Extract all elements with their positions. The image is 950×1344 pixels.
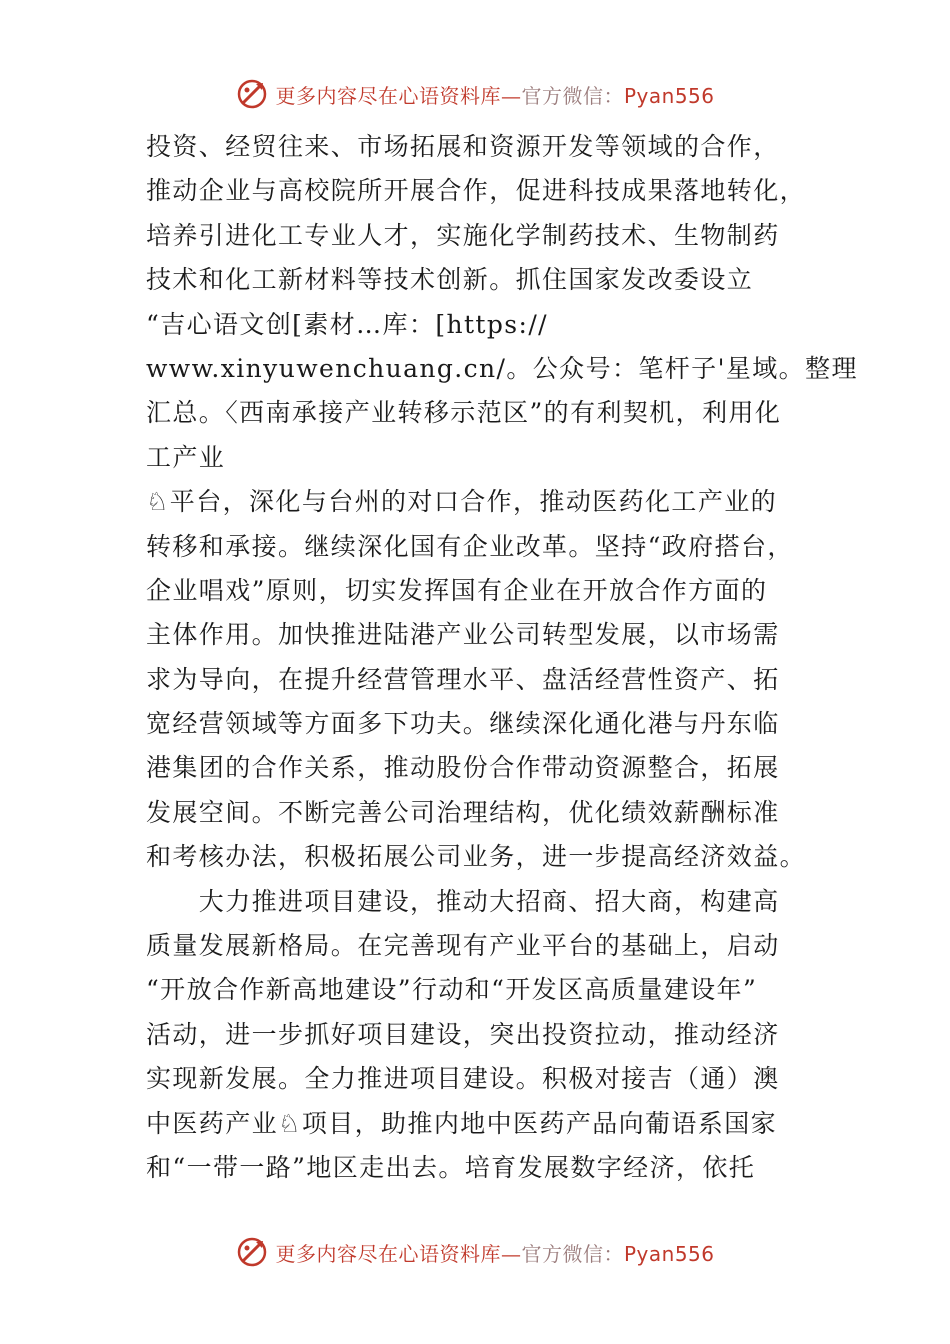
text-line: 宽经营领域等方面多下功夫。继续深化通化港与丹东临 [146, 709, 780, 739]
text-line: 工产业 [146, 442, 226, 472]
text-line: 实现新发展。全力推进项目建设。积极对接吉（通）澳 [146, 1064, 780, 1094]
text-line: 发展空间。不断完善公司治理结构，优化绩效薪酬标准 [146, 797, 780, 827]
text-line: 汇总。〈西南承接产业转移示范区”的有利契机，利用化 [146, 398, 782, 428]
text-line: 质量发展新格局。在完善现有产业平台的基础上，启动 [146, 931, 780, 961]
text-line: “开放合作新高地建设”行动和“开发区高质量建设年” [146, 975, 758, 1005]
banner-text: 更多内容尽在心语资料库—官方微信：Pyan556 [275, 83, 715, 108]
text-line: 推动企业与高校院所开展合作，促进科技成果落地转化， [146, 176, 807, 206]
text-line: 投资、经贸往来、市场拓展和资源开发等领域的合作， [146, 132, 780, 161]
text-line: 企业唱戏”原则，切实发挥国有企业在开放合作方面的 [146, 575, 768, 605]
banner-text: 更多内容尽在心语资料库—官方微信：Pyan556 [275, 1241, 715, 1266]
logo-icon [235, 1235, 269, 1269]
text-line: 和考核办法，积极拓展公司业务，进一步提高经济效益。 [146, 842, 807, 872]
text-line: 港集团的合作关系，推动股份合作带动资源整合，拓展 [146, 753, 780, 783]
text-line: ♘平台，深化与台州的对口合作，推动医药化工产业的 [146, 487, 778, 517]
text-line: 培养引进化工专业人才，实施化学制药技术、生物制药 [146, 220, 780, 250]
text-line: 技术和化工新材料等技术创新。抓住国家发改委设立 [146, 265, 754, 295]
document-body [146, 125, 858, 1190]
text-line: 主体作用。加快推进陆港产业公司转型发展，以市场需 [146, 620, 780, 650]
text-line: 求为导向，在提升经营管理水平、盘活经营性资产、拓 [146, 664, 780, 694]
text-line: 活动，进一步抓好项目建设，突出投资拉动，推动经济 [146, 1019, 780, 1049]
footer-banner [0, 1232, 950, 1272]
text-line: 中医药产业♘项目，助推内地中医药产品向葡语系国家 [146, 1108, 778, 1138]
header-banner [0, 74, 950, 114]
text-line: 转移和承接。继续深化国有企业改革。坚持“政府搭台， [146, 531, 794, 561]
text-line: www.xinyuwenchuang.cn/。公众号：笔杆子'星域。整理 [146, 353, 858, 383]
text-line: 大力推进项目建设，推动大招商、招大商，构建高 [146, 886, 780, 916]
text-line: “吉心语文创[素材…库：[https:// [146, 309, 548, 339]
text-line: 和“一带一路”地区走出去。培育发展数字经济，依托 [146, 1152, 756, 1182]
logo-icon [235, 77, 269, 111]
